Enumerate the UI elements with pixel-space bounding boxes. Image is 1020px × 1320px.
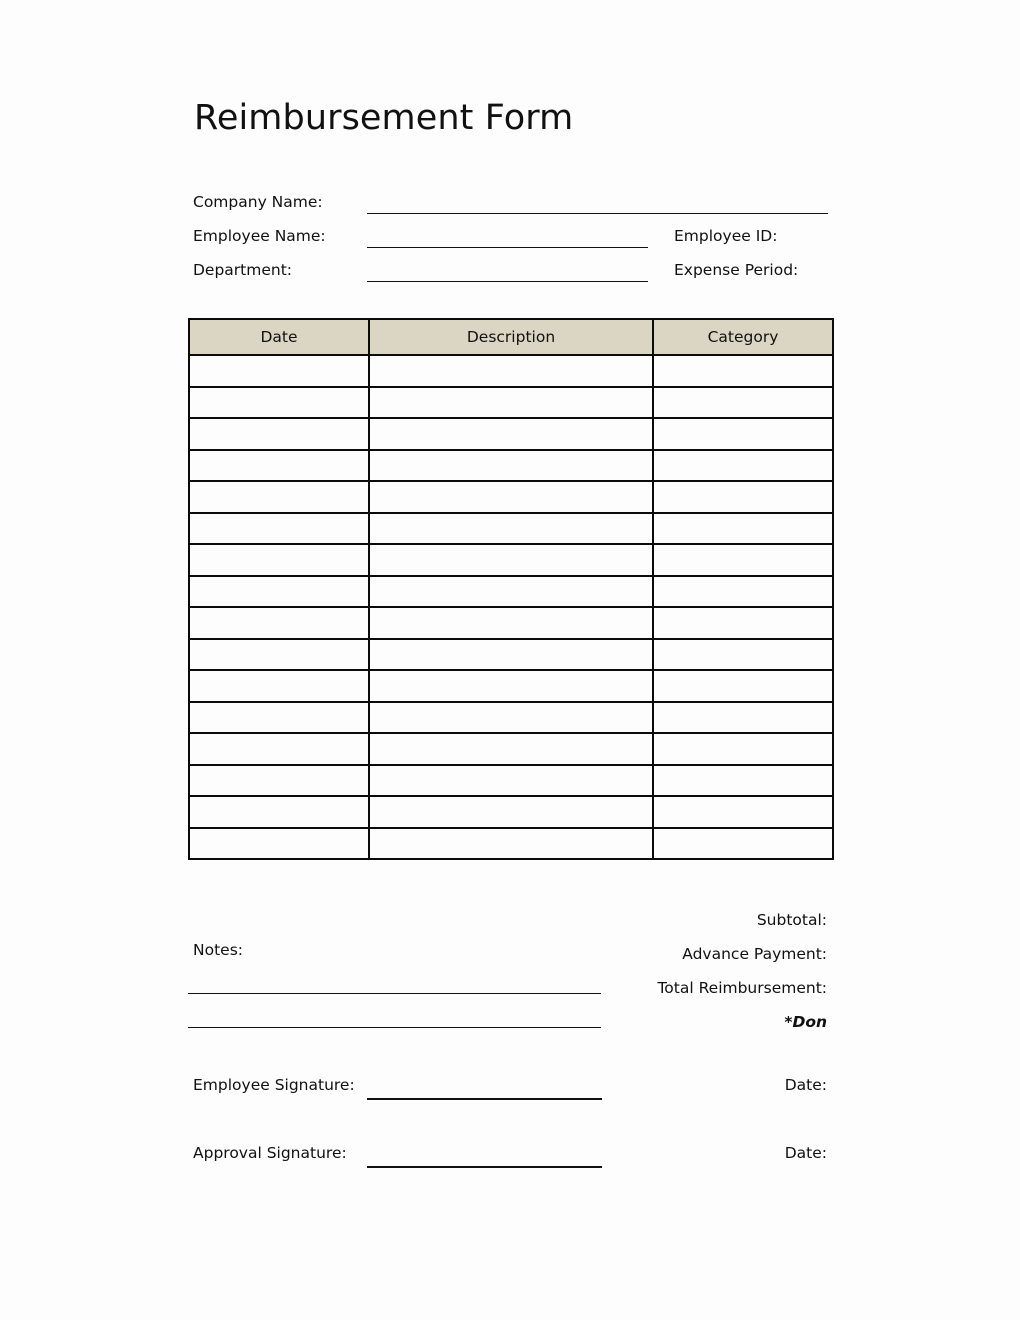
cell-category[interactable] <box>653 607 833 639</box>
cell-date[interactable] <box>189 450 369 482</box>
header-fields <box>188 190 828 292</box>
cell-category[interactable] <box>653 796 833 828</box>
table-row <box>189 670 833 702</box>
cell-description[interactable] <box>369 418 653 450</box>
employee-name-input-rule[interactable] <box>367 247 648 248</box>
subtotal-label: Subtotal: <box>756 911 827 929</box>
cell-category[interactable] <box>653 733 833 765</box>
cell-description[interactable] <box>369 639 653 671</box>
cell-date[interactable] <box>189 481 369 513</box>
cell-description[interactable] <box>369 513 653 545</box>
cell-date[interactable] <box>189 765 369 797</box>
cell-description[interactable] <box>369 796 653 828</box>
department-input-rule[interactable] <box>367 281 648 282</box>
cell-description[interactable] <box>369 355 653 387</box>
cell-date[interactable] <box>189 733 369 765</box>
approval-signature-date-label: Date: <box>784 1144 827 1162</box>
table-header-row <box>189 319 833 355</box>
cell-date[interactable] <box>189 639 369 671</box>
cell-description[interactable] <box>369 670 653 702</box>
cell-date[interactable] <box>189 544 369 576</box>
column-header-description: Description <box>369 319 653 355</box>
table-row <box>189 513 833 545</box>
cell-description[interactable] <box>369 450 653 482</box>
notes-label: Notes: <box>193 941 243 959</box>
cell-category[interactable] <box>653 639 833 671</box>
field-row-company-name <box>188 190 828 224</box>
table-row <box>189 450 833 482</box>
table-row <box>189 355 833 387</box>
cell-category[interactable] <box>653 702 833 734</box>
employee-name-label: Employee Name: <box>193 227 326 245</box>
column-header-category: Category <box>653 319 833 355</box>
table-row <box>189 576 833 608</box>
expense-table <box>188 318 834 860</box>
employee-id-label: Employee ID: <box>674 227 778 245</box>
cell-category[interactable] <box>653 765 833 797</box>
cell-category[interactable] <box>653 418 833 450</box>
approval-signature-row <box>188 1141 828 1175</box>
expense-table-body <box>189 355 833 859</box>
table-row <box>189 702 833 734</box>
cell-date[interactable] <box>189 670 369 702</box>
cell-date[interactable] <box>189 796 369 828</box>
notes-line-2[interactable] <box>188 1027 601 1028</box>
cell-description[interactable] <box>369 607 653 639</box>
field-row-department <box>188 258 828 292</box>
cell-description[interactable] <box>369 576 653 608</box>
cell-date[interactable] <box>189 513 369 545</box>
company-name-label: Company Name: <box>193 193 323 211</box>
cell-date[interactable] <box>189 702 369 734</box>
cell-category[interactable] <box>653 576 833 608</box>
cell-description[interactable] <box>369 387 653 419</box>
cell-category[interactable] <box>653 481 833 513</box>
table-row <box>189 544 833 576</box>
cell-date[interactable] <box>189 387 369 419</box>
field-row-employee-name <box>188 224 828 258</box>
table-row <box>189 828 833 860</box>
cell-date[interactable] <box>189 355 369 387</box>
cell-category[interactable] <box>653 513 833 545</box>
approval-signature-rule[interactable] <box>367 1166 602 1168</box>
table-row <box>189 387 833 419</box>
table-row <box>189 765 833 797</box>
table-row <box>189 733 833 765</box>
employee-signature-label: Employee Signature: <box>193 1076 355 1094</box>
cell-date[interactable] <box>189 828 369 860</box>
advance-payment-label: Advance Payment: <box>682 945 827 963</box>
company-name-input-rule[interactable] <box>367 213 828 214</box>
table-row <box>189 639 833 671</box>
cell-date[interactable] <box>189 607 369 639</box>
approval-signature-label: Approval Signature: <box>193 1144 347 1162</box>
department-label: Department: <box>193 261 293 279</box>
expense-period-label: Expense Period: <box>674 261 799 279</box>
total-reimbursement-label: Total Reimbursement: <box>657 979 827 997</box>
totals-section <box>188 903 828 1039</box>
cell-description[interactable] <box>369 702 653 734</box>
cell-category[interactable] <box>653 355 833 387</box>
cell-description[interactable] <box>369 544 653 576</box>
cell-date[interactable] <box>189 418 369 450</box>
cell-description[interactable] <box>369 765 653 797</box>
expense-table-header <box>189 319 833 355</box>
employee-signature-row <box>188 1073 828 1107</box>
cell-category[interactable] <box>653 387 833 419</box>
table-row <box>189 481 833 513</box>
cell-description[interactable] <box>369 481 653 513</box>
table-row <box>189 607 833 639</box>
employee-signature-rule[interactable] <box>367 1098 602 1100</box>
cell-category[interactable] <box>653 544 833 576</box>
table-row <box>189 418 833 450</box>
cell-date[interactable] <box>189 576 369 608</box>
employee-signature-date-label: Date: <box>784 1076 827 1094</box>
cell-description[interactable] <box>369 828 653 860</box>
cell-category[interactable] <box>653 828 833 860</box>
form-page <box>188 0 828 1320</box>
cell-category[interactable] <box>653 670 833 702</box>
page-title: Reimbursement Form <box>194 98 574 138</box>
cell-description[interactable] <box>369 733 653 765</box>
column-header-date: Date <box>189 319 369 355</box>
cell-category[interactable] <box>653 450 833 482</box>
table-row <box>189 796 833 828</box>
notes-line-1[interactable] <box>188 993 601 994</box>
disclaimer-note: *Don <box>784 1013 827 1031</box>
